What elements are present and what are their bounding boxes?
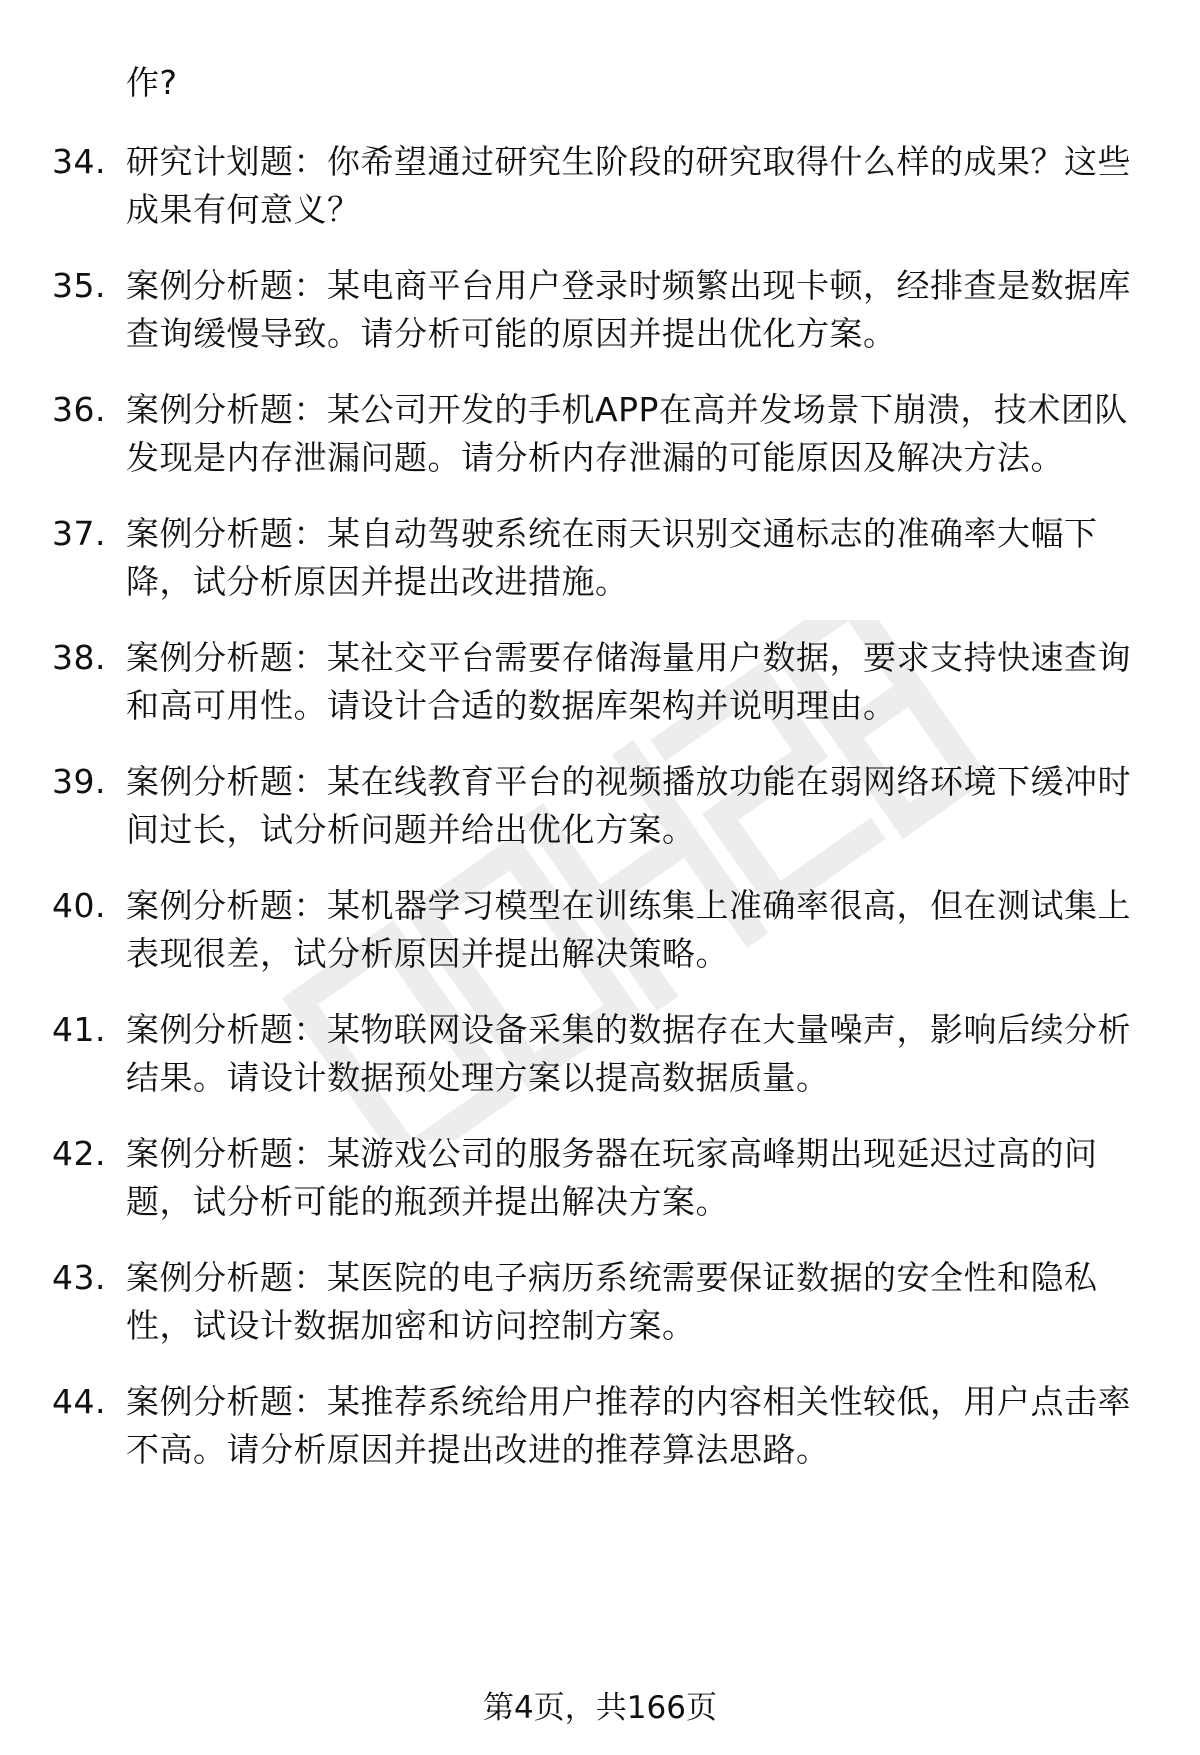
question-number: 43.: [52, 1258, 106, 1297]
list-item: [0, 1254, 1200, 1350]
question-text: 案例分析题：某自动驾驶系统在雨天识别交通标志的准确率大幅下降，试分析原因并提出改进措施。: [126, 514, 1098, 601]
question-text: 研究计划题：你希望通过研究生阶段的研究取得什么样的成果？这些成果有何意义？: [126, 142, 1131, 229]
question-text: 案例分析题：某推荐系统给用户推荐的内容相关性较低，用户点击率不高。请分析原因并提出改进的推荐算法思路。: [126, 1382, 1131, 1469]
question-text: 案例分析题：某电商平台用户登录时频繁出现卡顿，经排查是数据库查询缓慢导致。请分析可能的原因并提出优化方案。: [126, 266, 1131, 353]
list-item: [0, 138, 1200, 234]
question-number: 41.: [52, 1010, 106, 1049]
question-number: 38.: [52, 638, 106, 677]
question-text: 案例分析题：某医院的电子病历系统需要保证数据的安全性和隐私性，试设计数据加密和访问控制方案。: [126, 1258, 1098, 1345]
list-item: [0, 1130, 1200, 1226]
question-list: [0, 138, 1200, 1502]
question-number: 40.: [52, 886, 106, 925]
question-number: 39.: [52, 762, 106, 801]
list-item: [0, 758, 1200, 854]
question-text: 案例分析题：某机器学习模型在训练集上准确率很高，但在测试集上表现很差，试分析原因并提出解决策略。: [126, 886, 1131, 973]
list-item: [0, 386, 1200, 482]
list-item: [0, 882, 1200, 978]
question-number: 42.: [52, 1134, 106, 1173]
list-item: [0, 510, 1200, 606]
list-item: [0, 1006, 1200, 1102]
list-item: [0, 634, 1200, 730]
question-text: 案例分析题：某公司开发的手机APP在高并发场景下崩溃，技术团队发现是内存泄漏问题。请分析内存泄漏的可能原因及解决方法。: [126, 390, 1128, 477]
page-footer: 第4页，共166页: [483, 1690, 717, 1726]
list-item: [0, 1378, 1200, 1474]
question-number: 44.: [52, 1382, 106, 1421]
question-text: 案例分析题：某在线教育平台的视频播放功能在弱网络环境下缓冲时间过长，试分析问题并给出优化方案。: [126, 762, 1131, 849]
question-number: 34.: [52, 142, 106, 181]
question-text: 案例分析题：某游戏公司的服务器在玩家高峰期出现延迟过高的问题，试分析可能的瓶颈并提出解决方案。: [126, 1134, 1098, 1221]
list-item: [0, 262, 1200, 358]
question-number: 35.: [52, 266, 106, 305]
continuation-text: 作?: [126, 63, 178, 102]
question-text: 案例分析题：某物联网设备采集的数据存在大量噪声，影响后续分析结果。请设计数据预处理方案以提高数据质量。: [126, 1010, 1131, 1097]
question-number: 37.: [52, 514, 106, 553]
question-text: 案例分析题：某社交平台需要存储海量用户数据，要求支持快速查询和高可用性。请设计合适的数据库架构并说明理由。: [126, 638, 1131, 725]
question-number: 36.: [52, 390, 106, 429]
